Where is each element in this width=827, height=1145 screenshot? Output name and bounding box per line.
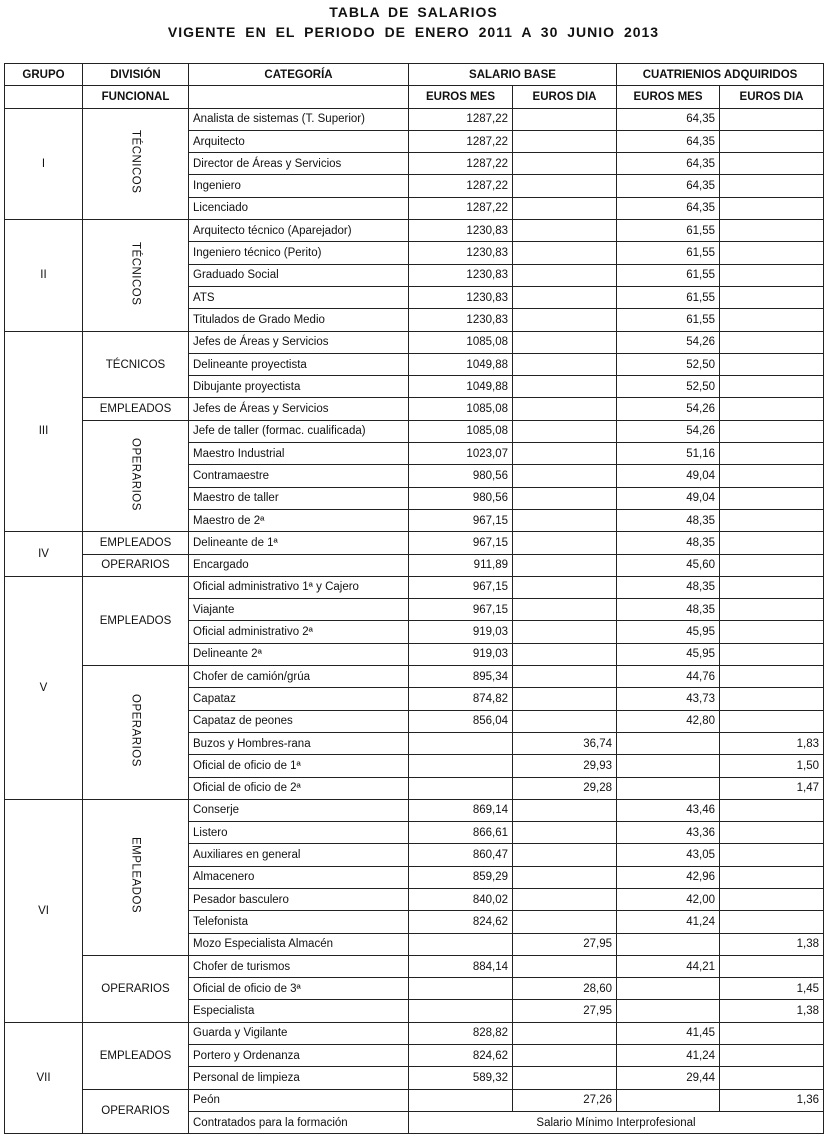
subheader-blank: [5, 86, 83, 108]
header-division: DIVISIÓN: [83, 64, 189, 86]
categoria-cell: Conserje: [189, 799, 409, 821]
salario-base-mes-cell: 1287,22: [409, 153, 513, 175]
cuatrienio-dia-cell: 1,36: [720, 1089, 824, 1111]
cuatrienio-mes-cell: 48,35: [617, 532, 720, 554]
table-row: [5, 220, 824, 242]
cuatrienio-mes-cell: 44,21: [617, 955, 720, 977]
salario-base-mes-cell: [409, 978, 513, 1000]
division-cell: [83, 799, 189, 955]
salario-minimo-cell: Salario Mínimo Interprofesional: [409, 1111, 824, 1133]
salario-base-dia-cell: [513, 532, 617, 554]
header-cu-euros-dia: EUROS DIA: [720, 86, 824, 108]
cuatrienio-dia-cell: [720, 888, 824, 910]
salario-base-dia-cell: [513, 220, 617, 242]
salario-base-mes-cell: 1287,22: [409, 175, 513, 197]
division-cell: [83, 220, 189, 331]
categoria-cell: Personal de limpieza: [189, 1067, 409, 1089]
salario-base-dia-cell: [513, 666, 617, 688]
division-cell: OPERARIOS: [83, 554, 189, 576]
cuatrienio-mes-cell: 61,55: [617, 242, 720, 264]
cuatrienio-mes-cell: 54,26: [617, 331, 720, 353]
cuatrienio-mes-cell: [617, 732, 720, 754]
cuatrienio-mes-cell: 61,55: [617, 309, 720, 331]
cuatrienio-dia-cell: 1,47: [720, 777, 824, 799]
cuatrienio-mes-cell: 43,36: [617, 822, 720, 844]
cuatrienio-mes-cell: 45,95: [617, 621, 720, 643]
categoria-cell: Director de Áreas y Servicios: [189, 153, 409, 175]
subheader-row: [5, 86, 824, 108]
cuatrienio-dia-cell: 1,38: [720, 933, 824, 955]
table-row: [5, 576, 824, 598]
categoria-cell: Oficial administrativo 2ª: [189, 621, 409, 643]
cuatrienio-mes-cell: [617, 1000, 720, 1022]
salario-base-mes-cell: [409, 1000, 513, 1022]
subheader-blank: [189, 86, 409, 108]
cuatrienio-mes-cell: 64,35: [617, 175, 720, 197]
cuatrienio-dia-cell: [720, 108, 824, 130]
salario-base-dia-cell: 36,74: [513, 732, 617, 754]
salario-base-mes-cell: 1049,88: [409, 376, 513, 398]
cuatrienio-mes-cell: 42,96: [617, 866, 720, 888]
cuatrienio-mes-cell: 64,35: [617, 108, 720, 130]
cuatrienio-mes-cell: [617, 777, 720, 799]
cuatrienio-dia-cell: [720, 710, 824, 732]
categoria-cell: Chofer de turismos: [189, 955, 409, 977]
salario-base-mes-cell: 895,34: [409, 666, 513, 688]
cuatrienio-mes-cell: 41,24: [617, 1045, 720, 1067]
header-grupo: GRUPO: [5, 64, 83, 86]
cuatrienio-dia-cell: [720, 509, 824, 531]
categoria-cell: Guarda y Vigilante: [189, 1022, 409, 1044]
cuatrienio-dia-cell: [720, 1022, 824, 1044]
table-row: [5, 554, 824, 576]
categoria-cell: Contratados para la formación: [189, 1111, 409, 1133]
salario-base-dia-cell: [513, 420, 617, 442]
categoria-cell: Jefes de Áreas y Servicios: [189, 398, 409, 420]
division-cell: EMPLEADOS: [83, 1022, 189, 1089]
header-sb-euros-dia: EUROS DIA: [513, 86, 617, 108]
cuatrienio-dia-cell: [720, 866, 824, 888]
cuatrienio-mes-cell: 41,24: [617, 911, 720, 933]
cuatrienio-dia-cell: [720, 621, 824, 643]
categoria-cell: Peón: [189, 1089, 409, 1111]
categoria-cell: Especialista: [189, 1000, 409, 1022]
cuatrienio-dia-cell: [720, 822, 824, 844]
table-row: [5, 108, 824, 130]
cuatrienio-dia-cell: [720, 376, 824, 398]
header-sb-euros-mes: EUROS MES: [409, 86, 513, 108]
cuatrienio-mes-cell: 45,60: [617, 554, 720, 576]
division-label: EMPLEADOS: [129, 837, 142, 914]
categoria-cell: Jefes de Áreas y Servicios: [189, 331, 409, 353]
salario-base-dia-cell: [513, 309, 617, 331]
table-row: [5, 532, 824, 554]
categoria-cell: Ingeniero: [189, 175, 409, 197]
salario-base-dia-cell: [513, 621, 617, 643]
cuatrienio-dia-cell: 1,50: [720, 755, 824, 777]
cuatrienio-mes-cell: [617, 933, 720, 955]
division-cell: [83, 420, 189, 531]
cuatrienio-dia-cell: [720, 309, 824, 331]
cuatrienio-mes-cell: 48,35: [617, 599, 720, 621]
salario-base-dia-cell: 29,93: [513, 755, 617, 777]
cuatrienio-dia-cell: [720, 465, 824, 487]
cuatrienio-dia-cell: [720, 331, 824, 353]
document-title: TABLA DE SALARIOS: [329, 4, 498, 20]
division-label: TÉCNICOS: [129, 130, 142, 194]
categoria-cell: Oficial de oficio de 1ª: [189, 755, 409, 777]
salario-base-mes-cell: 967,15: [409, 599, 513, 621]
salario-base-mes-cell: 869,14: [409, 799, 513, 821]
salario-base-mes-cell: 824,62: [409, 1045, 513, 1067]
cuatrienio-mes-cell: 49,04: [617, 465, 720, 487]
cuatrienio-mes-cell: 64,35: [617, 153, 720, 175]
cuatrienio-dia-cell: [720, 844, 824, 866]
salario-base-mes-cell: 866,61: [409, 822, 513, 844]
salario-base-mes-cell: 1287,22: [409, 197, 513, 219]
salario-base-mes-cell: 919,03: [409, 643, 513, 665]
categoria-cell: Analista de sistemas (T. Superior): [189, 108, 409, 130]
cuatrienio-mes-cell: 48,35: [617, 576, 720, 598]
cuatrienio-dia-cell: [720, 264, 824, 286]
table-row: [5, 331, 824, 353]
categoria-cell: Delineante proyectista: [189, 353, 409, 375]
salario-base-dia-cell: [513, 197, 617, 219]
salario-base-mes-cell: 980,56: [409, 487, 513, 509]
cuatrienio-mes-cell: 64,35: [617, 130, 720, 152]
cuatrienio-dia-cell: [720, 643, 824, 665]
table-row: [5, 666, 824, 688]
cuatrienio-mes-cell: [617, 1089, 720, 1111]
salario-base-dia-cell: [513, 866, 617, 888]
salario-base-dia-cell: [513, 554, 617, 576]
table-row: [5, 955, 824, 977]
division-cell: OPERARIOS: [83, 955, 189, 1022]
salario-base-dia-cell: [513, 509, 617, 531]
categoria-cell: Portero y Ordenanza: [189, 1045, 409, 1067]
cuatrienio-mes-cell: 49,04: [617, 487, 720, 509]
division-cell: TÉCNICOS: [83, 331, 189, 398]
salario-base-dia-cell: [513, 955, 617, 977]
categoria-cell: Maestro de taller: [189, 487, 409, 509]
salario-base-mes-cell: 980,56: [409, 465, 513, 487]
categoria-cell: Auxiliares en general: [189, 844, 409, 866]
salario-base-dia-cell: [513, 599, 617, 621]
salario-base-mes-cell: 1230,83: [409, 286, 513, 308]
salario-base-mes-cell: 919,03: [409, 621, 513, 643]
division-cell: EMPLEADOS: [83, 576, 189, 665]
salario-base-mes-cell: 1085,08: [409, 420, 513, 442]
salario-base-mes-cell: 1287,22: [409, 108, 513, 130]
salario-base-dia-cell: [513, 911, 617, 933]
categoria-cell: Maestro Industrial: [189, 443, 409, 465]
cuatrienio-dia-cell: [720, 353, 824, 375]
cuatrienio-dia-cell: [720, 443, 824, 465]
salario-base-dia-cell: 28,60: [513, 978, 617, 1000]
salario-base-mes-cell: [409, 933, 513, 955]
salario-base-mes-cell: 856,04: [409, 710, 513, 732]
categoria-cell: Encargado: [189, 554, 409, 576]
categoria-cell: Arquitecto: [189, 130, 409, 152]
salario-base-mes-cell: 859,29: [409, 866, 513, 888]
division-cell: EMPLEADOS: [83, 398, 189, 420]
salario-base-mes-cell: 860,47: [409, 844, 513, 866]
group-cell: III: [5, 331, 83, 532]
cuatrienio-mes-cell: 61,55: [617, 264, 720, 286]
cuatrienio-mes-cell: 54,26: [617, 420, 720, 442]
categoria-cell: Capataz de peones: [189, 710, 409, 732]
categoria-cell: Telefonista: [189, 911, 409, 933]
salario-base-dia-cell: [513, 487, 617, 509]
cuatrienio-dia-cell: [720, 955, 824, 977]
salario-base-dia-cell: [513, 1067, 617, 1089]
salario-base-mes-cell: 1023,07: [409, 443, 513, 465]
categoria-cell: Maestro de 2ª: [189, 509, 409, 531]
header-funcional: FUNCIONAL: [83, 86, 189, 108]
categoria-cell: Dibujante proyectista: [189, 376, 409, 398]
group-cell: IV: [5, 532, 83, 577]
salario-base-dia-cell: [513, 264, 617, 286]
categoria-cell: Almacenero: [189, 866, 409, 888]
salario-base-dia-cell: [513, 822, 617, 844]
categoria-cell: Oficial de oficio de 2ª: [189, 777, 409, 799]
salario-base-dia-cell: [513, 643, 617, 665]
salario-base-dia-cell: [513, 398, 617, 420]
cuatrienio-dia-cell: [720, 688, 824, 710]
cuatrienio-mes-cell: 29,44: [617, 1067, 720, 1089]
salario-base-mes-cell: 967,15: [409, 509, 513, 531]
salario-base-dia-cell: [513, 710, 617, 732]
cuatrienio-mes-cell: 54,26: [617, 398, 720, 420]
salario-base-mes-cell: 1230,83: [409, 220, 513, 242]
categoria-cell: Jefe de taller (formac. cualificada): [189, 420, 409, 442]
header-salario-base: SALARIO BASE: [409, 64, 617, 86]
categoria-cell: Oficial administrativo 1ª y Cajero: [189, 576, 409, 598]
salario-base-mes-cell: 840,02: [409, 888, 513, 910]
categoria-cell: Capataz: [189, 688, 409, 710]
cuatrienio-mes-cell: 61,55: [617, 220, 720, 242]
salario-base-dia-cell: [513, 108, 617, 130]
salario-base-dia-cell: [513, 844, 617, 866]
cuatrienio-dia-cell: [720, 420, 824, 442]
header-cu-euros-mes: EUROS MES: [617, 86, 720, 108]
cuatrienio-mes-cell: 61,55: [617, 286, 720, 308]
cuatrienio-dia-cell: [720, 666, 824, 688]
salario-base-dia-cell: [513, 576, 617, 598]
categoria-cell: Arquitecto técnico (Aparejador): [189, 220, 409, 242]
cuatrienio-dia-cell: [720, 1067, 824, 1089]
salario-base-mes-cell: 884,14: [409, 955, 513, 977]
cuatrienio-dia-cell: [720, 599, 824, 621]
salario-base-dia-cell: [513, 465, 617, 487]
categoria-cell: Oficial de oficio de 3ª: [189, 978, 409, 1000]
cuatrienio-dia-cell: 1,38: [720, 1000, 824, 1022]
cuatrienio-dia-cell: [720, 197, 824, 219]
cuatrienio-mes-cell: 41,45: [617, 1022, 720, 1044]
division-cell: [83, 108, 189, 219]
cuatrienio-dia-cell: [720, 398, 824, 420]
group-cell: V: [5, 576, 83, 799]
cuatrienio-mes-cell: 52,50: [617, 376, 720, 398]
group-cell: VI: [5, 799, 83, 1022]
cuatrienio-dia-cell: [720, 554, 824, 576]
division-label: TÉCNICOS: [129, 241, 142, 306]
categoria-cell: Delineante de 1ª: [189, 532, 409, 554]
salario-base-mes-cell: 967,15: [409, 576, 513, 598]
salario-base-dia-cell: [513, 688, 617, 710]
cuatrienio-mes-cell: 51,16: [617, 443, 720, 465]
salario-base-dia-cell: 27,95: [513, 1000, 617, 1022]
salario-base-mes-cell: 1049,88: [409, 353, 513, 375]
salario-base-dia-cell: [513, 242, 617, 264]
salario-base-mes-cell: 1085,08: [409, 398, 513, 420]
salario-base-dia-cell: [513, 331, 617, 353]
salario-base-dia-cell: 27,95: [513, 933, 617, 955]
cuatrienio-dia-cell: [720, 153, 824, 175]
cuatrienio-mes-cell: 64,35: [617, 197, 720, 219]
salario-base-dia-cell: [513, 130, 617, 152]
header-row: [5, 64, 824, 86]
cuatrienio-dia-cell: [720, 799, 824, 821]
categoria-cell: Licenciado: [189, 197, 409, 219]
division-cell: [83, 666, 189, 800]
table-row: [5, 799, 824, 821]
salario-base-dia-cell: [513, 175, 617, 197]
salario-base-mes-cell: 967,15: [409, 532, 513, 554]
cuatrienio-mes-cell: [617, 978, 720, 1000]
salario-base-dia-cell: [513, 286, 617, 308]
cuatrienio-mes-cell: 44,76: [617, 666, 720, 688]
salario-base-dia-cell: [513, 353, 617, 375]
categoria-cell: Chofer de camión/grúa: [189, 666, 409, 688]
salario-base-dia-cell: [513, 443, 617, 465]
categoria-cell: Mozo Especialista Almacén: [189, 933, 409, 955]
salario-base-mes-cell: 1230,83: [409, 242, 513, 264]
group-cell: II: [5, 220, 83, 331]
cuatrienio-dia-cell: [720, 242, 824, 264]
salario-base-dia-cell: [513, 1022, 617, 1044]
salario-base-dia-cell: [513, 376, 617, 398]
table-row: [5, 398, 824, 420]
cuatrienio-dia-cell: [720, 175, 824, 197]
header-categoria: CATEGORÍA: [189, 64, 409, 86]
categoria-cell: Ingeniero técnico (Perito): [189, 242, 409, 264]
salario-base-dia-cell: [513, 1045, 617, 1067]
cuatrienio-mes-cell: 45,95: [617, 643, 720, 665]
cuatrienio-dia-cell: [720, 286, 824, 308]
salario-base-mes-cell: 911,89: [409, 554, 513, 576]
salario-base-mes-cell: 1230,83: [409, 264, 513, 286]
salario-base-dia-cell: 29,28: [513, 777, 617, 799]
salario-base-dia-cell: [513, 888, 617, 910]
division-label: OPERARIOS: [129, 693, 142, 767]
salario-base-dia-cell: [513, 799, 617, 821]
document-header: [0, 4, 827, 41]
cuatrienio-dia-cell: [720, 130, 824, 152]
salario-base-mes-cell: 1230,83: [409, 309, 513, 331]
salario-base-dia-cell: 27,26: [513, 1089, 617, 1111]
salario-base-dia-cell: [513, 153, 617, 175]
categoria-cell: Viajante: [189, 599, 409, 621]
categoria-cell: Delineante 2ª: [189, 643, 409, 665]
salario-base-mes-cell: [409, 732, 513, 754]
salary-table: [4, 63, 824, 1134]
group-cell: VII: [5, 1022, 83, 1133]
categoria-cell: Pesador basculero: [189, 888, 409, 910]
document-subtitle: VIGENTE EN EL PERIODO DE ENERO 2011 A 30 JUNIO 2013: [167, 24, 660, 40]
categoria-cell: Buzos y Hombres-rana: [189, 732, 409, 754]
salario-base-mes-cell: 874,82: [409, 688, 513, 710]
cuatrienio-mes-cell: [617, 755, 720, 777]
division-label: OPERARIOS: [129, 437, 142, 511]
salario-base-mes-cell: [409, 1089, 513, 1111]
cuatrienio-mes-cell: 42,00: [617, 888, 720, 910]
cuatrienio-dia-cell: [720, 487, 824, 509]
group-cell: I: [5, 108, 83, 219]
cuatrienio-dia-cell: 1,83: [720, 732, 824, 754]
salario-base-mes-cell: [409, 777, 513, 799]
cuatrienio-mes-cell: 52,50: [617, 353, 720, 375]
cuatrienio-dia-cell: [720, 532, 824, 554]
cuatrienio-dia-cell: [720, 576, 824, 598]
salario-base-mes-cell: 828,82: [409, 1022, 513, 1044]
cuatrienio-dia-cell: [720, 911, 824, 933]
cuatrienio-mes-cell: 43,73: [617, 688, 720, 710]
cuatrienio-mes-cell: 48,35: [617, 509, 720, 531]
categoria-cell: Titulados de Grado Medio: [189, 309, 409, 331]
categoria-cell: ATS: [189, 286, 409, 308]
categoria-cell: Listero: [189, 822, 409, 844]
salario-base-mes-cell: 589,32: [409, 1067, 513, 1089]
categoria-cell: Graduado Social: [189, 264, 409, 286]
cuatrienio-mes-cell: 43,46: [617, 799, 720, 821]
header-cuatrienios: CUATRIENIOS ADQUIRIDOS: [617, 64, 824, 86]
cuatrienio-mes-cell: 43,05: [617, 844, 720, 866]
division-cell: EMPLEADOS: [83, 532, 189, 554]
table-row: [5, 1022, 824, 1044]
cuatrienio-mes-cell: 42,80: [617, 710, 720, 732]
salario-base-mes-cell: [409, 755, 513, 777]
table-row: [5, 1089, 824, 1111]
division-cell: OPERARIOS: [83, 1089, 189, 1134]
salario-base-mes-cell: 1287,22: [409, 130, 513, 152]
salario-base-mes-cell: 1085,08: [409, 331, 513, 353]
cuatrienio-dia-cell: [720, 220, 824, 242]
cuatrienio-dia-cell: 1,45: [720, 978, 824, 1000]
table-row: [5, 420, 824, 442]
cuatrienio-dia-cell: [720, 1045, 824, 1067]
categoria-cell: Contramaestre: [189, 465, 409, 487]
salario-base-mes-cell: 824,62: [409, 911, 513, 933]
